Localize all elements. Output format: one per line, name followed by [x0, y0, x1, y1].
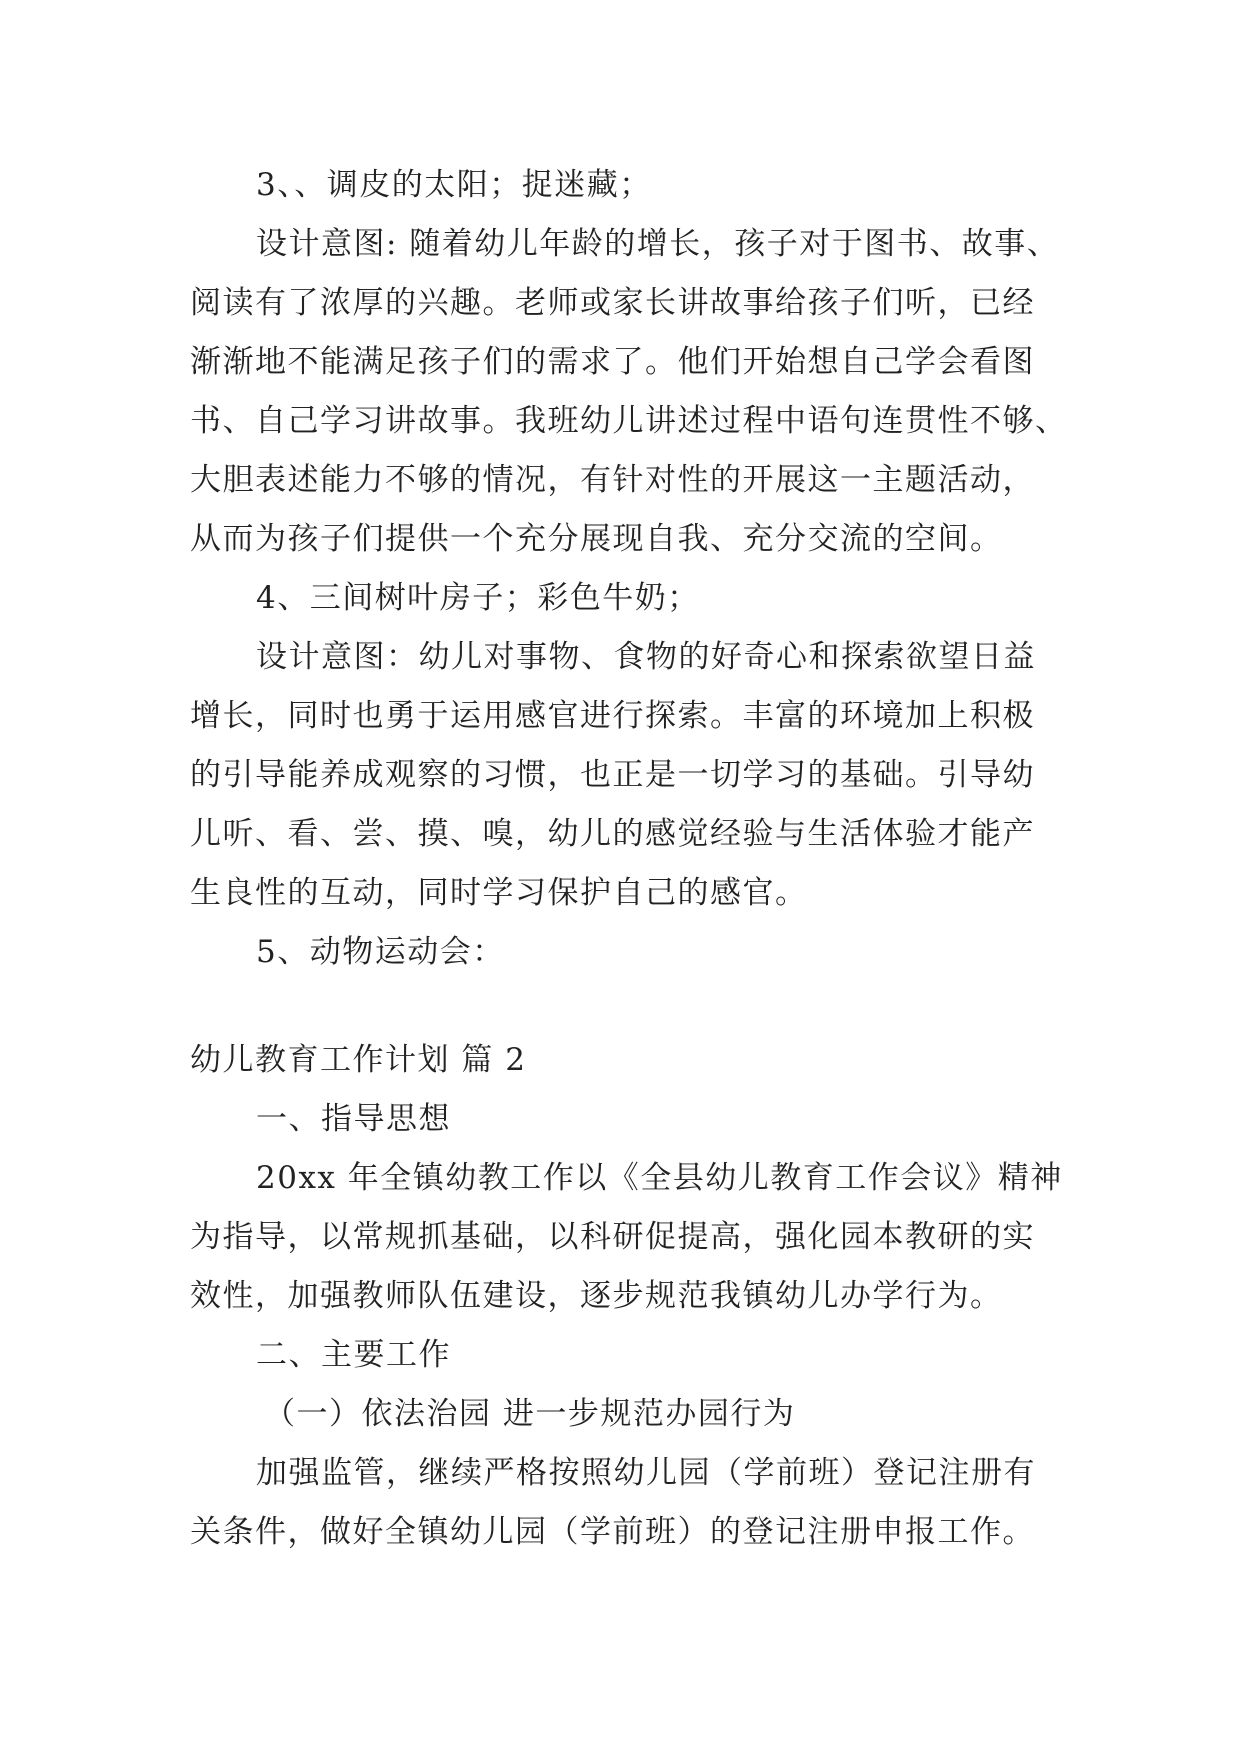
part2-sub1-line-1: 加强监管，继续严格按照幼儿园（学前班）登记注册有 [256, 1455, 1036, 1491]
part1-heading: 一、指导思想 [256, 1101, 451, 1137]
item3-intent-line-1: 设计意图: 随着幼儿年龄的增长，孩子对于图书、故事、 [256, 226, 1060, 262]
item4-intent-line-5: 生良性的互动，同时学习保护自己的感官。 [190, 875, 808, 911]
item5-heading: 5、动物运动会： [256, 934, 505, 970]
part2-sub1-heading: （一）依法治园 进一步规范办园行为 [264, 1396, 796, 1432]
item4-intent-line-2: 增长，同时也勇于运用感官进行探索。丰富的环境加上积极 [190, 698, 1035, 734]
item3-intent-line-5: 大胆表述能力不够的情况，有针对性的开展这一主题活动， [190, 462, 1035, 498]
part2-heading: 二、主要工作 [256, 1337, 451, 1373]
item3-intent-line-4: 书、自己学习讲故事。我班幼儿讲述过程中语句连贯性不够、 [190, 403, 1068, 439]
item4-heading: 4、三间树叶房子；彩色牛奶； [256, 580, 700, 616]
item4-intent-line-4: 儿听、看、尝、摸、嗅，幼儿的感觉经验与生活体验才能产 [190, 816, 1035, 852]
section2-title: 幼儿教育工作计划 篇 2 [190, 1042, 527, 1078]
item3-heading: 3、、调皮的太阳；捉迷藏； [256, 167, 652, 203]
item4-intent-line-1: 设计意图：幼儿对事物、食物的好奇心和探索欲望日益 [256, 639, 1036, 675]
part1-line-2: 为指导，以常规抓基础，以科研促提高，强化园本教研的实 [190, 1219, 1035, 1255]
item3-intent-line-6: 从而为孩子们提供一个充分展现自我、充分交流的空间。 [190, 521, 1003, 557]
item3-intent-line-3: 渐渐地不能满足孩子们的需求了。他们开始想自己学会看图 [190, 344, 1035, 380]
part1-line-1: 20xx 年全镇幼教工作以《全县幼儿教育工作会议》精神 [256, 1160, 1063, 1196]
item4-intent-line-3: 的引导能养成观察的习惯，也正是一切学习的基础。引导幼 [190, 757, 1035, 793]
item3-intent-line-2: 阅读有了浓厚的兴趣。老师或家长讲故事给孩子们听，已经 [190, 285, 1035, 321]
part1-line-3: 效性，加强教师队伍建设，逐步规范我镇幼儿办学行为。 [190, 1278, 1003, 1314]
part2-sub1-line-2: 关条件，做好全镇幼儿园（学前班）的登记注册申报工作。 [190, 1514, 1035, 1550]
